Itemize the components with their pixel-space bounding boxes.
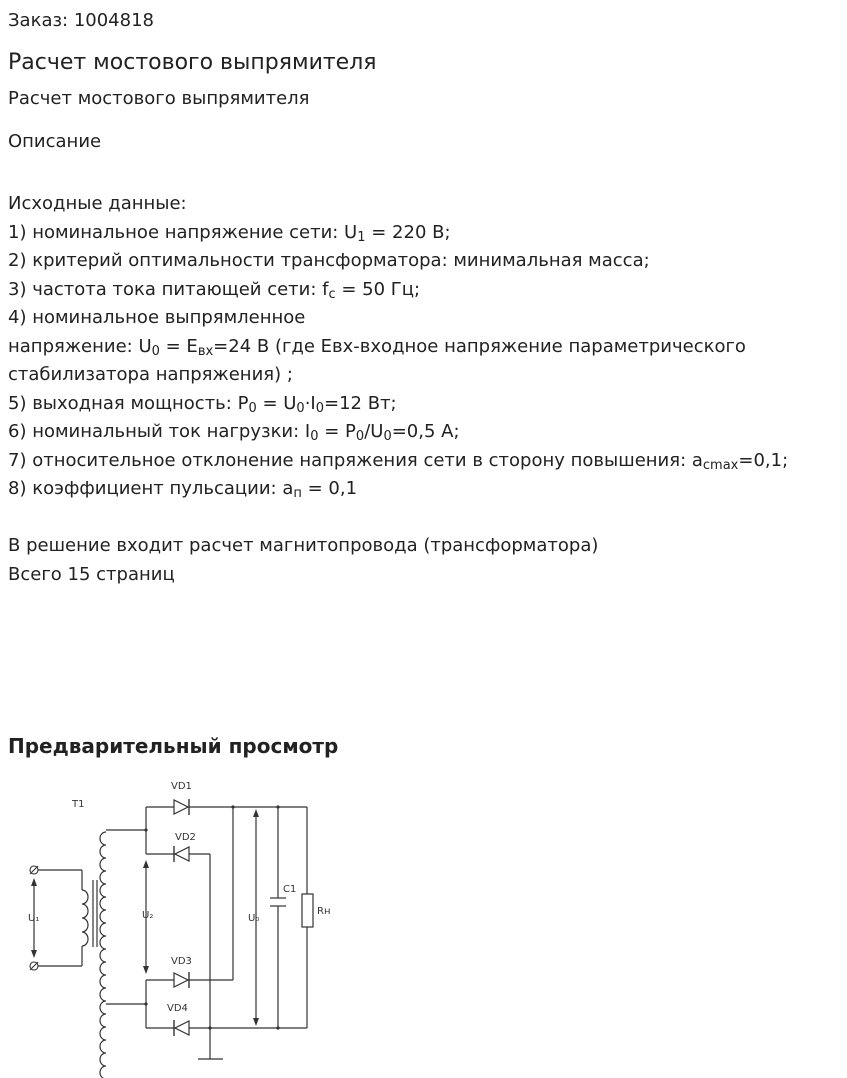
- diode-vd4: [175, 1021, 189, 1035]
- source-data-heading: Исходные данные:: [8, 193, 187, 214]
- label-t1: T1: [72, 799, 85, 810]
- item-2: 2) критерий оптимальности трансформатора: минимальная масса;: [8, 250, 650, 271]
- diode-vd1: [174, 800, 188, 814]
- diode-vd3: [174, 973, 188, 987]
- preview-heading: Предварительный просмотр: [8, 734, 339, 758]
- page-title: Расчет мостового выпрямителя: [8, 50, 377, 75]
- label-vd1: VD1: [171, 781, 192, 792]
- solution-note: В решение входит расчет магнитопровода (трансформатора): [8, 535, 599, 556]
- description-body: [8, 190, 843, 589]
- label-u2: U₂: [142, 910, 154, 921]
- label-vd3: VD3: [171, 956, 192, 967]
- bridge-rectifier-schematic: [20, 772, 331, 1072]
- diode-vd2: [175, 847, 189, 861]
- item-3: 3) частота тока питающей сети: $f_c = 50$ Гц;: [8, 278, 421, 302]
- item-1: 1) номинальное напряжение сети: $U_1 = 220$ В;: [8, 221, 451, 245]
- label-u0: U₀: [248, 913, 260, 924]
- item-4-line-3: стабилизатора напряжения) ;: [8, 364, 293, 385]
- pages-note: Всего 15 страниц: [8, 563, 175, 585]
- spacer: [8, 504, 843, 533]
- description-heading: Описание: [8, 131, 102, 152]
- item-5: 5) выходная мощность: $P_0 = U_0\cdot I_0=12$ Вт;: [8, 392, 397, 416]
- label-rn: Rн: [317, 906, 331, 917]
- item-8: 8) коэффициент пульсации: $a_п = 0,1$: [8, 478, 358, 501]
- label-vd2: VD2: [175, 832, 196, 843]
- label-vd4: VD4: [167, 1003, 188, 1014]
- item-6: 6) номинальный ток нагрузки: $I_0 = P_0/U_0=0,5$ А;: [8, 421, 460, 444]
- order-number: Заказ: 1004818: [8, 10, 154, 31]
- item-7: 7) относительное отклонение напряжения сети в сторону повышения: $a_{cmax}=0,1$;: [8, 449, 789, 473]
- item-4-line-1: 4) номинальное выпрямленное: [8, 307, 306, 328]
- label-u1: U₁: [28, 913, 40, 924]
- item-4-line-2: напряжение: $U_0 = E_{вх}=24$ В (где Евх-входное напряжение параметрического: [8, 335, 746, 359]
- page-subtitle: Расчет мостового выпрямителя: [8, 88, 310, 109]
- label-c1: C1: [283, 884, 297, 895]
